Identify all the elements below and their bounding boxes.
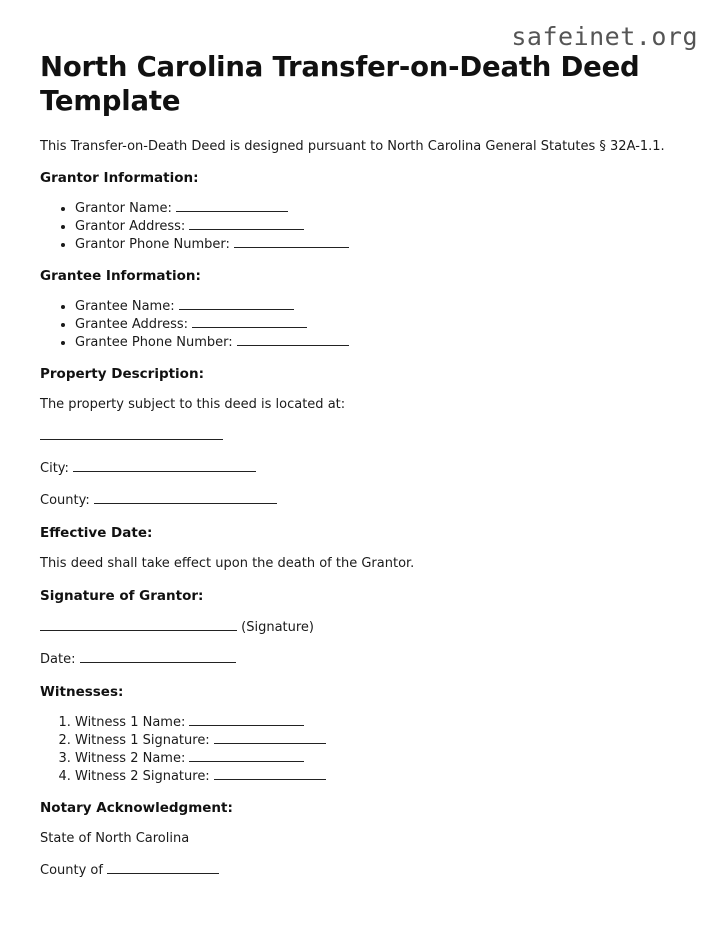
effective-heading: Effective Date: bbox=[40, 525, 153, 541]
grantor-address-label: Grantor Address: bbox=[75, 219, 186, 234]
grantor-address-blank[interactable] bbox=[189, 217, 304, 230]
property-section bbox=[40, 365, 690, 510]
effective-text: This deed shall take effect upon the death of the Grantor. bbox=[40, 556, 415, 571]
watermark: safeinet.org bbox=[511, 22, 698, 51]
list-item bbox=[75, 199, 690, 217]
witness1-signature-blank[interactable] bbox=[214, 731, 326, 744]
signature-heading: Signature of Grantor: bbox=[40, 588, 204, 604]
property-address-blank[interactable] bbox=[40, 427, 223, 440]
date-line bbox=[40, 650, 690, 669]
list-item bbox=[75, 297, 690, 315]
signature-label: (Signature) bbox=[241, 620, 314, 635]
city-blank[interactable] bbox=[73, 459, 256, 472]
list-item bbox=[75, 333, 690, 351]
grantor-section bbox=[40, 169, 690, 253]
grantee-address-blank[interactable] bbox=[192, 315, 307, 328]
effective-section bbox=[40, 524, 690, 573]
notary-county-line bbox=[40, 861, 690, 880]
grantee-name-label: Grantee Name: bbox=[75, 299, 175, 314]
witness2-name-label: Witness 2 Name: bbox=[75, 751, 186, 766]
date-blank[interactable] bbox=[80, 650, 236, 663]
notary-heading: Notary Acknowledgment: bbox=[40, 800, 233, 816]
grantor-phone-label: Grantor Phone Number: bbox=[75, 237, 230, 252]
grantor-heading: Grantor Information: bbox=[40, 170, 199, 186]
grantor-phone-blank[interactable] bbox=[234, 235, 349, 248]
document bbox=[40, 50, 690, 880]
grantor-name-blank[interactable] bbox=[176, 199, 288, 212]
witness1-name-label: Witness 1 Name: bbox=[75, 715, 186, 730]
witness2-name-blank[interactable] bbox=[189, 749, 304, 762]
city-label: City: bbox=[40, 461, 69, 476]
intro-text: This Transfer-on-Death Deed is designed pursuant to North Carolina General Statutes § 32A-1.1. bbox=[40, 139, 665, 154]
signature-section bbox=[40, 587, 690, 669]
witness2-signature-label: Witness 2 Signature: bbox=[75, 769, 210, 784]
property-text: The property subject to this deed is located at: bbox=[40, 397, 346, 412]
notary-section bbox=[40, 799, 690, 880]
notary-county-label: County of bbox=[40, 863, 103, 878]
witness2-signature-blank[interactable] bbox=[214, 767, 326, 780]
grantee-address-label: Grantee Address: bbox=[75, 317, 189, 332]
witness1-name-blank[interactable] bbox=[189, 713, 304, 726]
witnesses-section bbox=[40, 683, 690, 785]
county-line bbox=[40, 491, 690, 510]
property-address-line bbox=[40, 427, 690, 446]
list-item bbox=[75, 749, 690, 767]
list-item bbox=[75, 767, 690, 785]
city-line bbox=[40, 459, 690, 478]
grantee-name-blank[interactable] bbox=[179, 297, 294, 310]
notary-state: State of North Carolina bbox=[40, 831, 190, 846]
grantor-name-label: Grantor Name: bbox=[75, 201, 172, 216]
witness1-signature-label: Witness 1 Signature: bbox=[75, 733, 210, 748]
grantee-list bbox=[40, 297, 690, 351]
page-title: North Carolina Transfer-on-Death Deed Template bbox=[40, 51, 640, 117]
list-item bbox=[75, 315, 690, 333]
property-heading: Property Description: bbox=[40, 366, 204, 382]
grantor-list bbox=[40, 199, 690, 253]
signature-line bbox=[40, 618, 690, 637]
grantee-section bbox=[40, 267, 690, 351]
date-label: Date: bbox=[40, 652, 76, 667]
county-label: County: bbox=[40, 493, 90, 508]
county-blank[interactable] bbox=[94, 491, 277, 504]
witnesses-heading: Witnesses: bbox=[40, 684, 124, 700]
signature-blank[interactable] bbox=[40, 618, 237, 631]
grantee-phone-blank[interactable] bbox=[237, 333, 349, 346]
notary-county-blank[interactable] bbox=[107, 861, 219, 874]
witnesses-list bbox=[40, 713, 690, 785]
list-item bbox=[75, 713, 690, 731]
list-item bbox=[75, 235, 690, 253]
grantee-heading: Grantee Information: bbox=[40, 268, 201, 284]
list-item bbox=[75, 217, 690, 235]
list-item bbox=[75, 731, 690, 749]
grantee-phone-label: Grantee Phone Number: bbox=[75, 335, 233, 350]
